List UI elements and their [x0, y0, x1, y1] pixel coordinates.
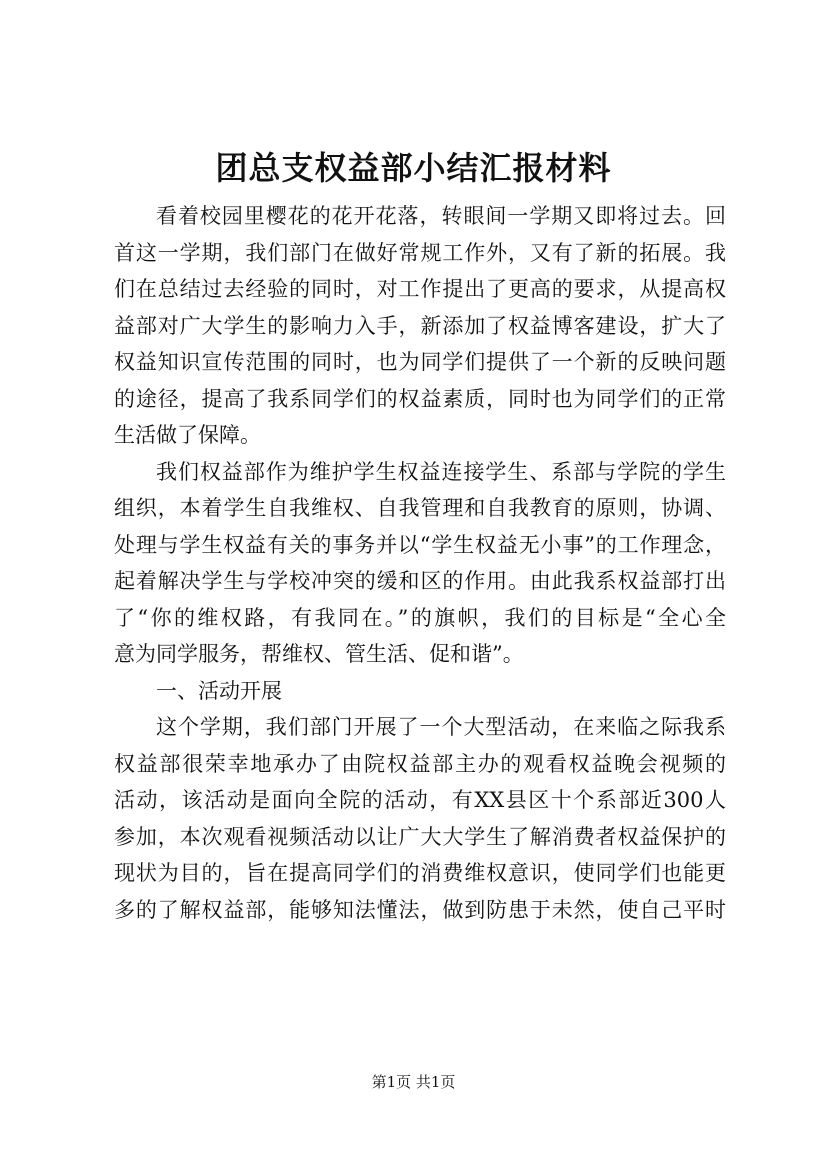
- body-text-line: 起着解决学生与学校冲突的缓和区的作用。由此我系权益部打出: [114, 569, 726, 593]
- body-text-line: 们在总结过去经验的同时，对工作提出了更高的要求，从提高权: [114, 277, 726, 301]
- body-text-line: 处理与学生权益有关的事务并以“学生权益无小事”的工作理念，: [114, 532, 726, 557]
- body-text-line: 权益知识宣传范围的同时，也为同学们提供了一个新的反映问题: [114, 350, 726, 374]
- body-text-line: 我们权益部作为维护学生权益连接学生、系部与学院的学生: [156, 459, 726, 484]
- body-text-line: 看着校园里樱花的花开花落，转眼间一学期又即将过去。回: [156, 204, 726, 228]
- body-text-line: 了“你的维权路，有我同在。”的旗帜，我们的目标是“全心全: [114, 605, 726, 630]
- body-text-line: 的途径，提高了我系同学们的权益素质，同时也为同学们的正常: [114, 386, 726, 411]
- body-text-line: 这个学期，我们部门开展了一个大型活动，在来临之际我系: [156, 715, 726, 739]
- document-body: [114, 198, 726, 928]
- body-text-line: 组织，本着学生自我维权、自我管理和自我教育的原则，协调、: [114, 496, 726, 520]
- page-footer: 第1页 共1页: [371, 1073, 456, 1091]
- body-text-line: 权益部很荣幸地承办了由院权益部主办的观看权益晚会视频的: [114, 751, 726, 776]
- body-text-line: 益部对广大学生的影响力入手，新添加了权益博客建设，扩大了: [114, 313, 726, 338]
- body-text-line: 活动，该活动是面向全院的活动，有XX县区十个系部近300人: [114, 788, 726, 812]
- body-text-line: 首这一学期，我们部门在做好常规工作外，又有了新的拓展。我: [114, 240, 726, 265]
- document-title: 团总支权益部小结汇报材料: [215, 149, 612, 187]
- body-text-line: 生活做了保障。: [114, 423, 261, 447]
- body-text-line: 一、活动开展: [156, 678, 282, 703]
- body-text-line: 意为同学服务，帮维权、管生活、促和谐”。: [114, 642, 524, 666]
- body-text-line: 现状为目的，旨在提高同学们的消费维权意识，使同学们也能更: [114, 861, 726, 885]
- body-text-line: 参加，本次观看视频活动以让广大大学生了解消费者权益保护的: [114, 824, 726, 849]
- body-text-line: 多的了解权益部，能够知法懂法，做到防患于未然，使自己平时: [114, 897, 726, 922]
